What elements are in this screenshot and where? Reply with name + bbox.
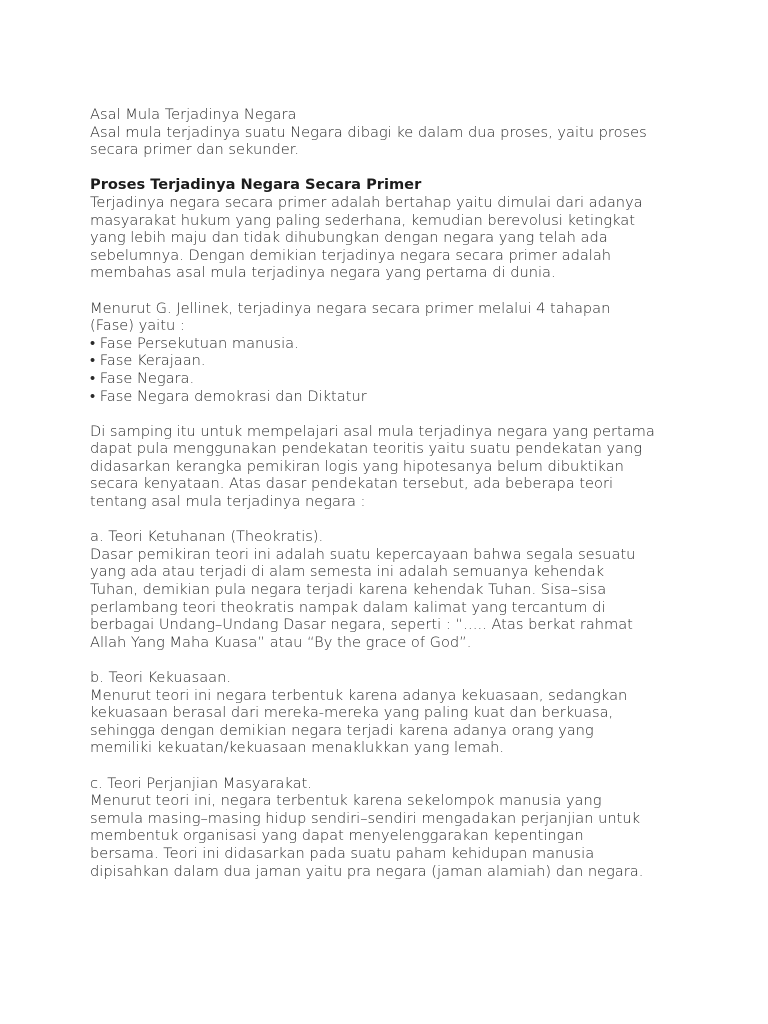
teori-c-line: membentuk organisasi yang dapat menyelenggarakan kepentingan [90,827,584,845]
document-page [90,106,690,880]
primer-line: membahas asal mula terjadinya negara yang pertama di dunia. [90,264,556,282]
primer-line: Terjadinya negara secara primer adalah bertahap yaitu dimulai dari adanya [90,193,643,211]
paragraph-gap [90,651,690,669]
primer-line: masyarakat hukum yang paling sederhana, kemudian berevolusi ketingkat [90,211,635,229]
teori-b-line: memiliki kekuatan/kekuasaan menaklukkan yang lemah. [90,739,505,757]
phase-list-item: • Fase Negara demokrasi dan Diktatur [90,387,367,405]
teori-a-line: perlambang teori theokratis nampak dalam kalimat yang tercantum di [90,598,606,616]
teori-b-title: b. Teori Kekuasaan. [90,669,231,686]
samping-line: didasarkan kerangka pemikiran logis yang hipotesanya belum dibuktikan [90,457,624,475]
teori-b-line: kekuasaan berasal dari mereka-mereka yang paling kuat dan berkuasa, [90,704,614,722]
phase-list-item: • Fase Kerajaan. [90,352,206,370]
primer-line: yang lebih maju dan tidak dihubungkan dengan negara yang telah ada [90,229,608,247]
teori-b-line: sehingga dengan demikian negara terjadi karena adanya orang yang [90,721,594,739]
jellinek-line: Menurut G. Jellinek, terjadinya negara secara primer melalui 4 tahapan [90,299,611,317]
samping-line: dapat pula menggunakan pendekatan teoritis yaitu suatu pendekatan yang [90,440,643,458]
teori-a-line: Allah Yang Maha Kuasa” atau “By the grace of God”. [90,633,472,651]
teori-a-title: a. Teori Ketuhanan (Theokratis). [90,528,324,546]
phase-list-item: • Fase Persekutuan manusia. [90,334,299,352]
samping-line: Di samping itu untuk mempelajari asal mula terjadinya negara yang pertama [90,422,655,440]
teori-a-line: berbagai Undang–Undang Dasar negara, seperti : “….. Atas berkat rahmat [90,616,633,634]
teori-a-line: yang ada atau terjadi di alam semesta ini adalah semuanya kehendak [90,563,605,581]
paragraph-gap [90,757,690,775]
teori-b-line: Menurut teori ini negara terbentuk karena adanya kekuasaan, sedangkan [90,686,628,704]
jellinek-line: (Fase) yaitu : [90,317,185,335]
primer-line: sebelumnya. Dengan demikian terjadinya negara secara primer adalah [90,246,612,264]
document-title: Asal Mula Terjadinya Negara [90,106,297,123]
teori-c-line: dipisahkan dalam dua jaman yaitu pra negara (jaman alamiah) dan negara. [90,862,644,880]
phase-list-item: • Fase Negara. [90,369,195,387]
paragraph-gap [90,405,690,423]
teori-c-line: Menurut teori ini, negara terbentuk karena sekelompok manusia yang [90,792,602,810]
paragraph-gap [90,511,690,529]
teori-a-line: Tuhan, demikian pula negara terjadi karena kehendak Tuhan. Sisa–sisa [90,581,607,599]
paragraph-gap [90,159,690,177]
teori-c-line: bersama. Teori ini didasarkan pada suatu paham kehidupan manusia [90,844,595,862]
paragraph-gap [90,282,690,300]
samping-line: tentang asal mula terjadinya negara : [90,493,366,511]
samping-line: secara kenyataan. Atas dasar pendekatan tersebut, ada beberapa teori [90,475,613,493]
teori-c-title: c. Teori Perjanjian Masyarakat. [90,774,312,792]
teori-c-line: semula masing–masing hidup sendiri–sendiri mengadakan perjanjian untuk [90,809,641,827]
intro-line: Asal mula terjadinya suatu Negara dibagi ke dalam dua proses, yaitu proses [90,123,647,141]
primer-heading: Proses Terjadinya Negara Secara Primer [90,176,422,194]
intro-line: secara primer dan sekunder. [90,141,300,159]
teori-a-line: Dasar pemikiran teori ini adalah suatu kepercayaan bahwa segala sesuatu [90,545,636,563]
